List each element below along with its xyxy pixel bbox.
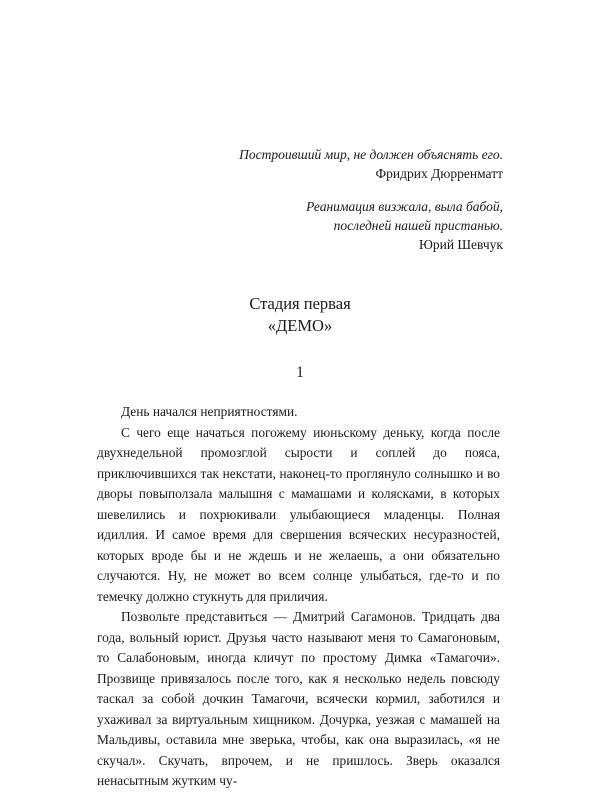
epigraph-author: Юрий Шевчук — [418, 237, 503, 252]
epigraph-shevchuk — [306, 197, 503, 254]
section-title-line2: «ДЕМО» — [267, 316, 333, 335]
epigraph-author: Фридрих Дюрренматт — [375, 166, 503, 181]
paragraph: День начался неприятностями. — [121, 404, 298, 419]
chapter-number: 1 — [296, 364, 304, 381]
paragraph: Позвольте представиться — Дмитрий Сагамонов. Тридцать два года, вольный юрист. Друзья часто называют меня то Самагоновым, то Салабоновым, иногда кличут по простому Димка «Тамагочи». Прозвище привязалось после того, как я несколько недель повсюду таскал за собой дочкин Тамагочи, всячески кормил, заботился и ухаживал за виртуальным хищником. Дочурка, уезжая с мамашей на Мальдивы, оставила мне зверька, чтобы, как она выразилась, «я не скучал». Скучать, впрочем, и не пришлось. Зверь оказался ненасытным жутким чу- — [97, 609, 500, 788]
epigraph-quote-line: последней нашей пристанью. — [333, 218, 503, 233]
epigraph-durrenmatt — [239, 145, 503, 183]
section-title-line1: Стадия первая — [249, 294, 351, 313]
paragraph: С чего еще начаться погожему июньскому деньку, когда после двухнедельной промозглой сырости и соплей до пояса, приключившихся так некстати, наконец-то проглянуло солнышко и во дворы повыползала малышня с мамашами и колясками, в которых шевелились и похрюкивали улыбающиеся младенцы. Полная идиллия. И самое время для свершения всяческих несуразностей, которых вроде бы и не ждешь и не желаешь, а они обязательно случаются. Ну, не может во всем солнце улыбаться, где-то и по темечку должно стукнуть для приличия. — [97, 424, 500, 604]
epigraph-quote-line: Реанимация визжала, выла бабой, — [306, 199, 503, 214]
section-heading — [0, 293, 600, 337]
chapter-body — [97, 402, 500, 792]
epigraph-quote-line: Построивший мир, не должен объяснять его. — [239, 147, 503, 162]
